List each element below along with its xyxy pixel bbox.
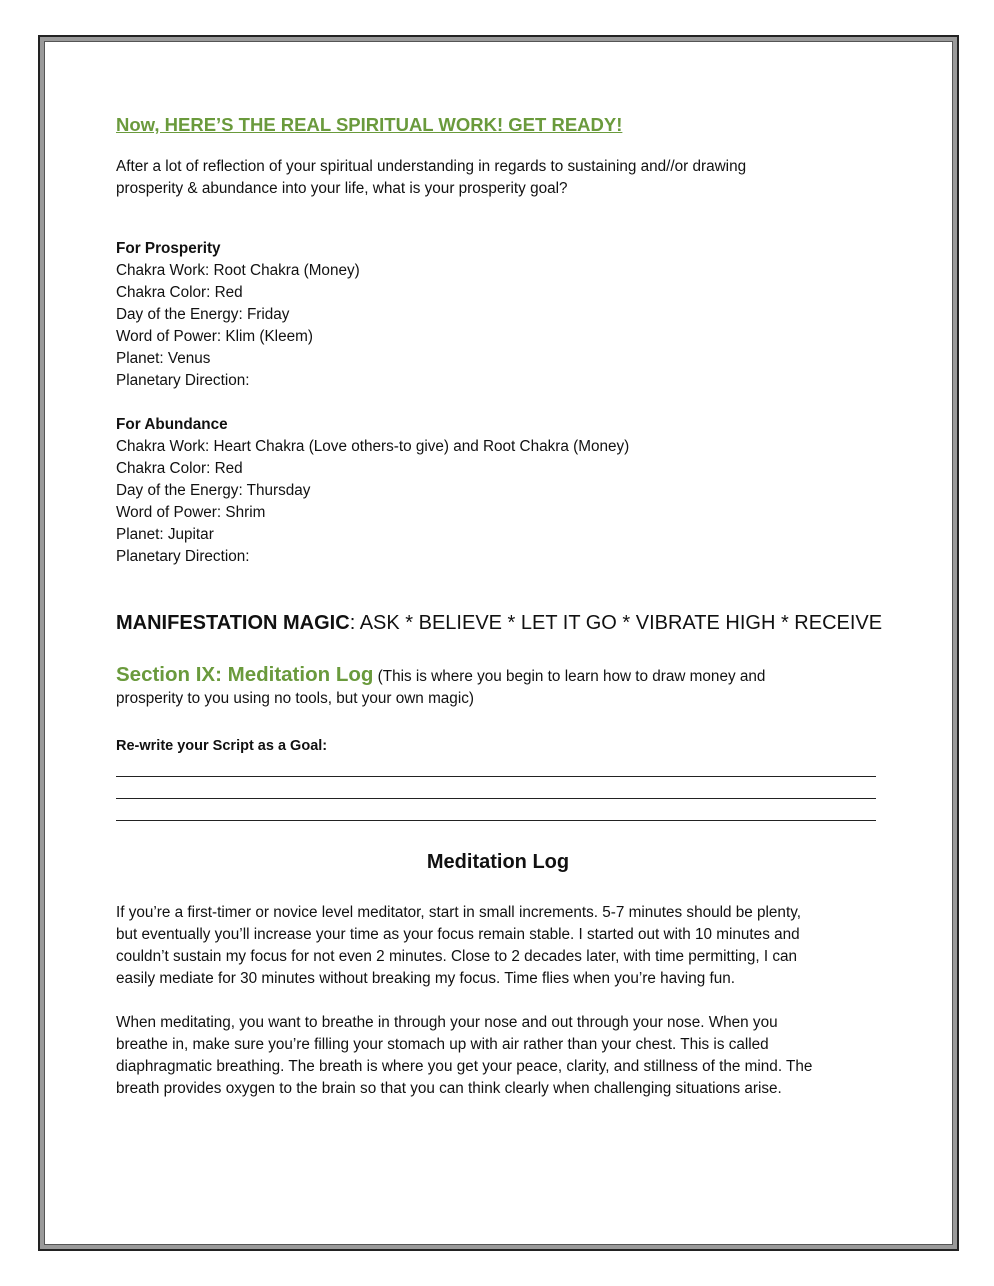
abundance-chakra-work: Chakra Work: Heart Chakra (Love others-to give) and Root Chakra (Money) [116,438,630,455]
abundance-word-of-power: Word of Power: Shrim [116,504,266,521]
prosperity-word-of-power: Word of Power: Klim (Kleem) [116,328,313,345]
writing-line[interactable] [116,776,876,777]
section-heading [116,664,880,710]
intro-paragraph [116,156,880,200]
prosperity-day: Day of the Energy: Friday [116,306,290,323]
meditation-heading: Meditation Log [426,851,570,873]
meditation-paragraph-1 [116,902,880,990]
manifestation-banner [116,612,883,634]
abundance-block [116,414,880,568]
prosperity-chakra-work: Chakra Work: Root Chakra (Money) [116,262,360,279]
prosperity-chakra-color: Chakra Color: Red [116,284,243,301]
prosperity-planet: Planet: Venus [116,350,211,367]
page-heading: Now, HERE’S THE REAL SPIRITUAL WORK! GET READY! [116,114,623,135]
rewrite-label: Re-write your Script as a Goal: [116,738,328,754]
paragraph-line: If you’re a first-timer or novice level meditator, start in small increments. 5-7 minutes should be plenty, [116,904,801,921]
manifestation-rest: : ASK * BELIEVE * LET IT GO * VIBRATE HIGH * RECEIVE [349,612,883,634]
prosperity-block [116,238,880,392]
intro-line: prosperity & abundance into your life, what is your prosperity goal? [116,180,568,197]
paragraph-line: easily mediate for 30 minutes without breaking my focus. Time flies when you’re having fun. [116,970,735,987]
abundance-direction: Planetary Direction: [116,548,250,565]
abundance-day: Day of the Energy: Thursday [116,482,311,499]
writing-line[interactable] [116,820,876,821]
paragraph-line: diaphragmatic breathing. The breath is where you get your peace, clarity, and stillness of the mind. The [116,1058,813,1075]
paragraph-line: but eventually you’ll increase your time as your focus remain stable. I started out with 10 minutes and [116,926,800,943]
paragraph-line: When meditating, you want to breathe in through your nose and out through your nose. When you [116,1014,778,1031]
prosperity-direction: Planetary Direction: [116,372,250,389]
paragraph-line: breathe in, make sure you’re filling your stomach up with air rather than your chest. This is called [116,1036,769,1053]
prosperity-title: For Prosperity [116,240,221,257]
section-note-continued: prosperity to you using no tools, but your own magic) [116,690,474,707]
abundance-title: For Abundance [116,416,228,433]
paragraph-line: breath provides oxygen to the brain so that you can think clearly when challenging situations arise. [116,1080,782,1097]
paragraph-line: couldn’t sustain my focus for not even 2 minutes. Close to 2 decades later, with time permitting, I can [116,948,798,965]
section-note: (This is where you begin to learn how to draw money and [373,668,766,685]
section-title: Section IX: Meditation Log [116,663,374,686]
writing-line[interactable] [116,798,876,799]
abundance-chakra-color: Chakra Color: Red [116,460,243,477]
meditation-paragraph-2 [116,1012,880,1100]
manifestation-bold: MANIFESTATION MAGIC [116,612,350,634]
abundance-planet: Planet: Jupitar [116,526,214,543]
intro-line: After a lot of reflection of your spiritual understanding in regards to sustaining and//or drawing [116,158,747,175]
